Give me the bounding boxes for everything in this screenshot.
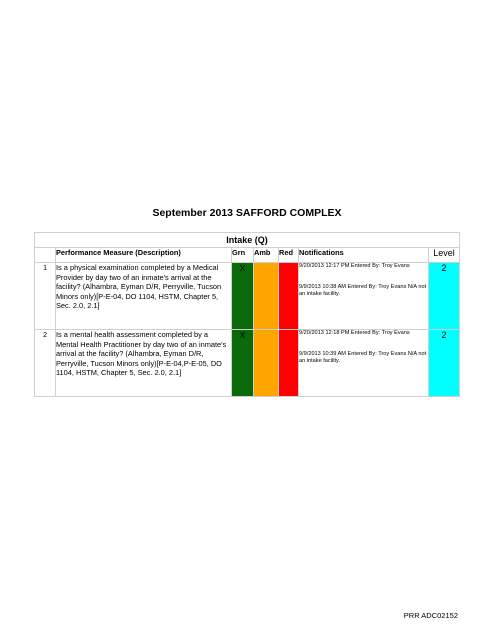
grn-header: Grn: [232, 248, 254, 263]
measure-description: Is a mental health assessment completed by a Mental Health Practitioner by day two of an inmate's arrival at the facility? (Alhambra, Eyman D/R, Perryville, Tucson Minors only)[P-E-04,P-E-05, DO 1104, HSTM, Chapter 5, Sec. 2.0, 2.1]: [56, 330, 232, 397]
level-value: 2: [429, 330, 460, 397]
notification-entry: 9/20/2013 12:17 PM Entered By: Troy Evans: [299, 263, 410, 269]
level-header: Level: [429, 248, 460, 263]
grn-mark: X: [239, 331, 246, 340]
row-number: 1: [35, 263, 56, 330]
notifications-cell: [299, 263, 429, 330]
table-row: [35, 263, 460, 330]
level-value: 2: [429, 263, 460, 330]
amb-cell: [254, 330, 279, 397]
grn-cell: [232, 330, 254, 397]
document-title: September 2013 SAFFORD COMPLEX: [152, 207, 342, 219]
intake-table: [34, 232, 460, 397]
amb-header: Amb: [254, 248, 279, 263]
notification-entry: 9/9/2013 10:38 AM Entered By: Troy Evans N/A not an intake facility.: [299, 284, 427, 297]
num-header: [35, 248, 56, 263]
notifications-header: Notifications: [299, 248, 429, 263]
header-row: [35, 248, 460, 263]
red-header: Red: [279, 248, 299, 263]
notification-entry: 9/9/2013 10:39 AM Entered By: Troy Evans N/A not an intake facility.: [299, 351, 427, 364]
section-title: Intake (Q): [35, 233, 460, 248]
row-number: 2: [35, 330, 56, 397]
grn-mark: X: [239, 264, 246, 273]
grn-cell: [232, 263, 254, 330]
page-footer: PRR ADC02152: [403, 611, 458, 620]
table-row: [35, 330, 460, 397]
notification-entry: 9/20/2013 12:18 PM Entered By: Troy Evans: [299, 330, 410, 336]
measure-header: Performance Measure (Description): [56, 248, 232, 263]
red-cell: [279, 330, 299, 397]
measure-description: Is a physical examination completed by a Medical Provider by day two of an inmate's arrival at the facility? (Alhambra, Eyman D/R, Perryville, Tucson Minors only)[P-E-04, DO 1104, HSTM, Chapter 5, Sec. 2.0, 2.1]: [56, 263, 232, 330]
amb-cell: [254, 263, 279, 330]
red-cell: [279, 263, 299, 330]
notifications-cell: [299, 330, 429, 397]
